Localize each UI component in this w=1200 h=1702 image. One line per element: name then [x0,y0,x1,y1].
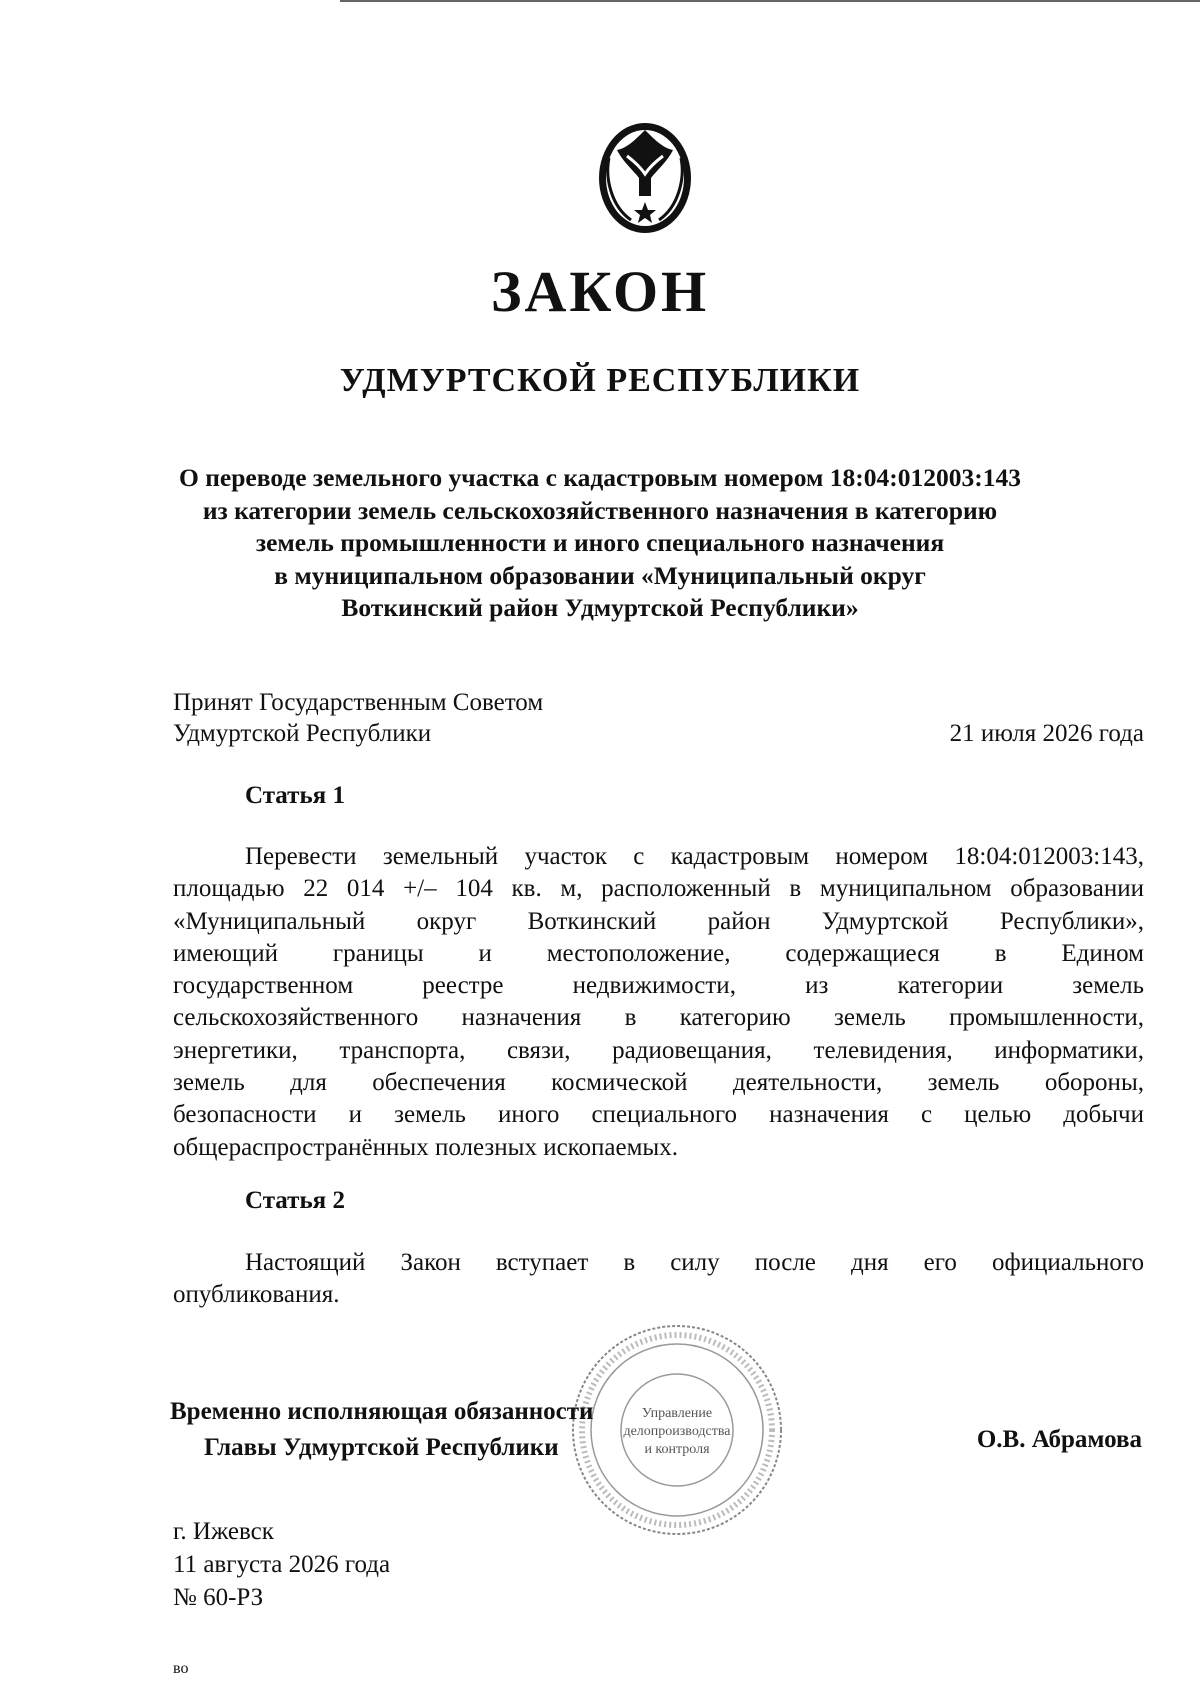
article-1-line: сельскохозяйственного назначения в категорию земель промышленности, [173,1004,1144,1032]
law-heading [0,462,1200,625]
executor-code: во [173,1660,189,1677]
scan-border-line [340,0,1200,2]
heading-line: земель промышленности и иного специального назначения [255,528,945,557]
footer-number: № 60-РЗ [173,1584,264,1611]
heading-line: в муниципальном образовании «Муниципальный округ [274,560,926,590]
article-2-text [173,1247,1144,1312]
article-1-line: «Муниципальный округ Воткинский район Удмуртской Республики», [173,907,1144,935]
article-1-line: Перевести земельный участок с кадастровым номером 18:04:012003:143, [245,843,1144,870]
stamp-inner-text [567,1405,787,1459]
heading-line: О переводе земельного участка с кадастровым номером 18:04:012003:143 [179,463,1021,492]
article-1-line: имеющий границы и местоположение, содержащиеся в Едином [173,939,1144,967]
heading-line: Воткинский район Удмуртской Республики» [341,593,859,622]
adoption-line: Принят Государственным Советом [173,689,544,716]
article-1-line: земель для обеспечения космической деятельности, земель обороны, [173,1069,1144,1097]
article-1-line: площадью 22 014 +/– 104 кв. м, расположенный в муниципальном образовании [173,875,1144,903]
document-subtitle: УДМУРТСКОЙ РЕСПУБЛИКИ [339,362,861,399]
article-2-line: опубликования. [173,1281,340,1309]
footer-date: 11 августа 2026 года [173,1551,391,1578]
stamp-line: делопроизводства [623,1424,731,1439]
signatory-title [170,1394,593,1466]
article-1-line: общераспространённых полезных ископаемых. [173,1133,678,1161]
signatory-name: О.В. Абрамова [976,1426,1142,1453]
article-2-title: Статья 2 [245,1187,345,1214]
signatory-role-line: Временно исполняющая обязанности [170,1398,594,1425]
footer-city: г. Ижевск [173,1518,274,1545]
signatory-role-line: Главы Удмуртской Республики [204,1434,559,1461]
article-1-line: энергетики, транспорта, связи, радиовещания, телевидения, информатики, [173,1036,1144,1064]
article-1-text [173,841,1144,1164]
article-2-line: Настоящий Закон вступает в силу после дня его официального [245,1249,1144,1276]
adoption-line: Удмуртской Республики [173,720,432,747]
adoption-statement [173,687,543,749]
stamp-line: Управление [641,1406,713,1421]
coat-of-arms-emblem [595,118,695,236]
article-1-title: Статья 1 [245,782,345,809]
document-title: ЗАКОН [490,259,710,324]
adoption-date: 21 июля 2026 года [949,720,1144,747]
heading-line: из категории земель сельскохозяйственного назначения в категорию [202,495,998,525]
article-1-line: безопасности и земель иного специального назначения с целью добычи [173,1101,1144,1129]
document-footer [173,1515,390,1614]
article-1-line: государственном реестре недвижимости, из категории земель [173,972,1144,1000]
stamp-line: и контроля [644,1442,710,1457]
